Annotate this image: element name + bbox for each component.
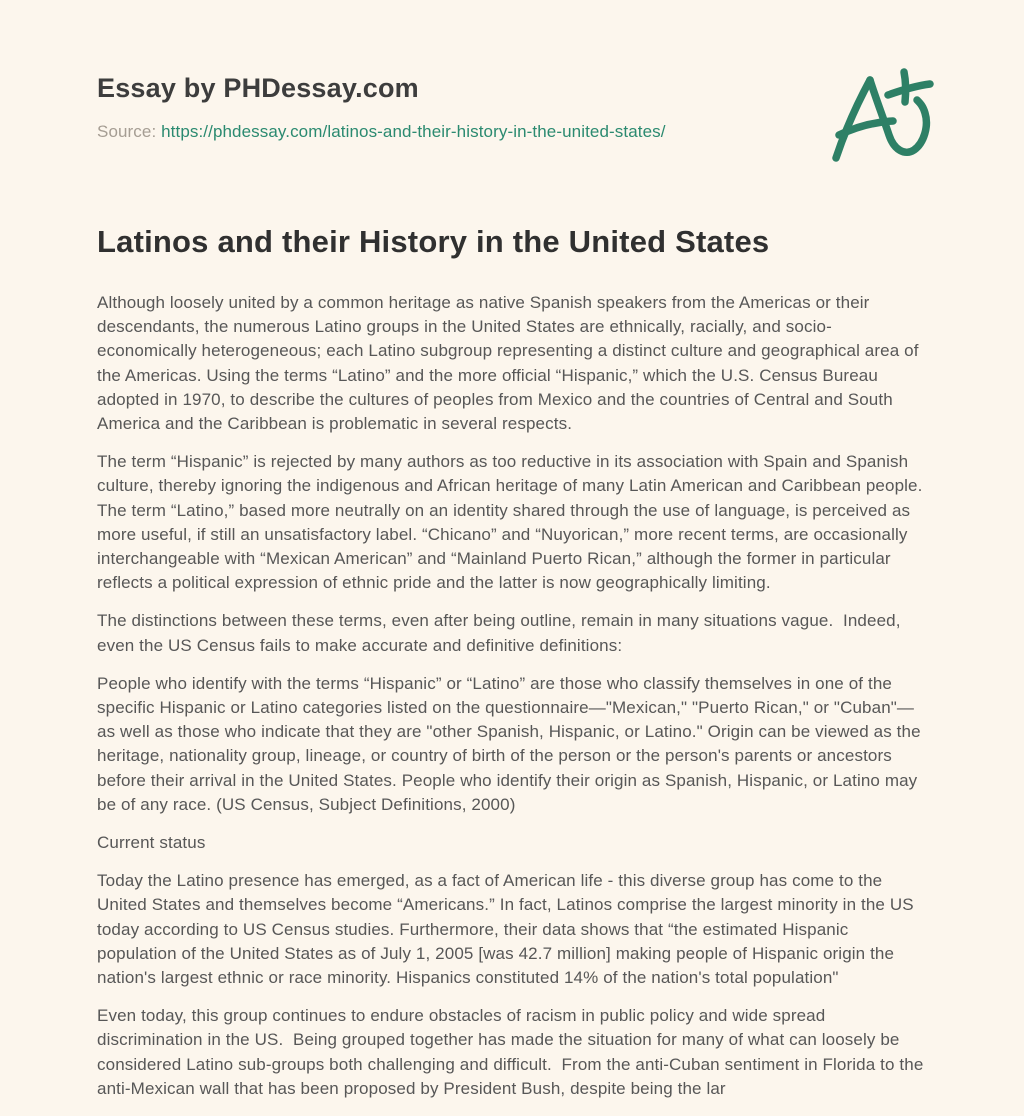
page-title: Latinos and their History in the United States (97, 224, 770, 259)
byline: Essay by PHDessay.com (97, 73, 419, 103)
paragraph-intro: Although loosely united by a common heritage as native Spanish speakers from the Americas or their descendants, the numerous Latino groups in the United States are ethnically, racially, and socio-economically heterogeneous; each Latino subgroup representing a distinct culture and geographical area of the Americas. Using the terms “Latino” and the more official “Hispanic,” which the U.S. Census Bureau adopted in 1970, to describe the cultures of peoples from Mexico and the countries of Central and South America and the Caribbean is problematic in several respects. (97, 293, 924, 434)
paragraph-discrimination: Even today, this group continues to endure obstacles of racism in public policy and wide spread discrimination in the US. Being grouped together has made the situation for many of what can loosely be considered Latino sub-groups both challenging and difficult. From the anti-Cuban sentiment in Florida to the anti-Mexican wall that has been proposed by President Bush, despite being the lar (97, 1006, 929, 1098)
section-heading-current-status: Current status (97, 833, 206, 853)
phdessay-a-plus-logo (823, 53, 985, 180)
source-link[interactable]: https://phdessay.com/latinos-and-their-history-in-the-united-states/ (161, 122, 666, 141)
logo-a-left-leg (836, 80, 870, 158)
source-label: Source: (97, 122, 157, 141)
source-line (97, 120, 927, 144)
paragraph-current-status: Today the Latino presence has emerged, as a fact of American life - this diverse group has come to the United States and themselves become “Americans.” In fact, Latinos comprise the largest minority in the US today according to US Census studies. Furthermore, their data shows that “the estimated Hispanic population of the United States as of July 1, 2005 [was 42.7 million] making people of Hispanic origin the nation's largest ethnic or race minority. Hispanics constituted 14% of the nation's total population" (97, 871, 919, 988)
paragraph-terms: The term “Hispanic” is rejected by many authors as too reductive in its association with Spain and Spanish culture, thereby ignoring the indigenous and African heritage of many Latin American and Caribbean people. The term “Latino,” based more neutrally on an identity shared through the use of language, is perceived as more useful, if still an unsatisfactory label. “Chicano” and “Nuyorican,” more recent terms, are occasionally interchangeable with “Mexican American” and “Mainland Puerto Rican,” although the former in particular reflects a political expression of ethnic pride and the latter is now geographically limiting. (97, 452, 928, 593)
paragraph-distinctions: The distinctions between these terms, even after being outline, remain in many situations vague. Indeed, even the US Census fails to make accurate and definitive definitions: (97, 611, 906, 655)
paragraph-census-quote: People who identify with the terms “Hispanic” or “Latino” are those who classify themselves in one of the specific Hispanic or Latino categories listed on the questionnaire—"Mexican," "Puerto Rican," or "Cuban"—as well as those who indicate that they are "other Spanish, Hispanic, or Latino." Origin can be viewed as the heritage, nationality group, lineage, or country of birth of the person or the person's parents or ancestors before their arrival in the United States. People who identify their origin as Spanish, Hispanic, or Latino may be of any race. (US Census, Subject Definitions, 2000) (97, 673, 926, 814)
article-body (97, 291, 927, 1101)
